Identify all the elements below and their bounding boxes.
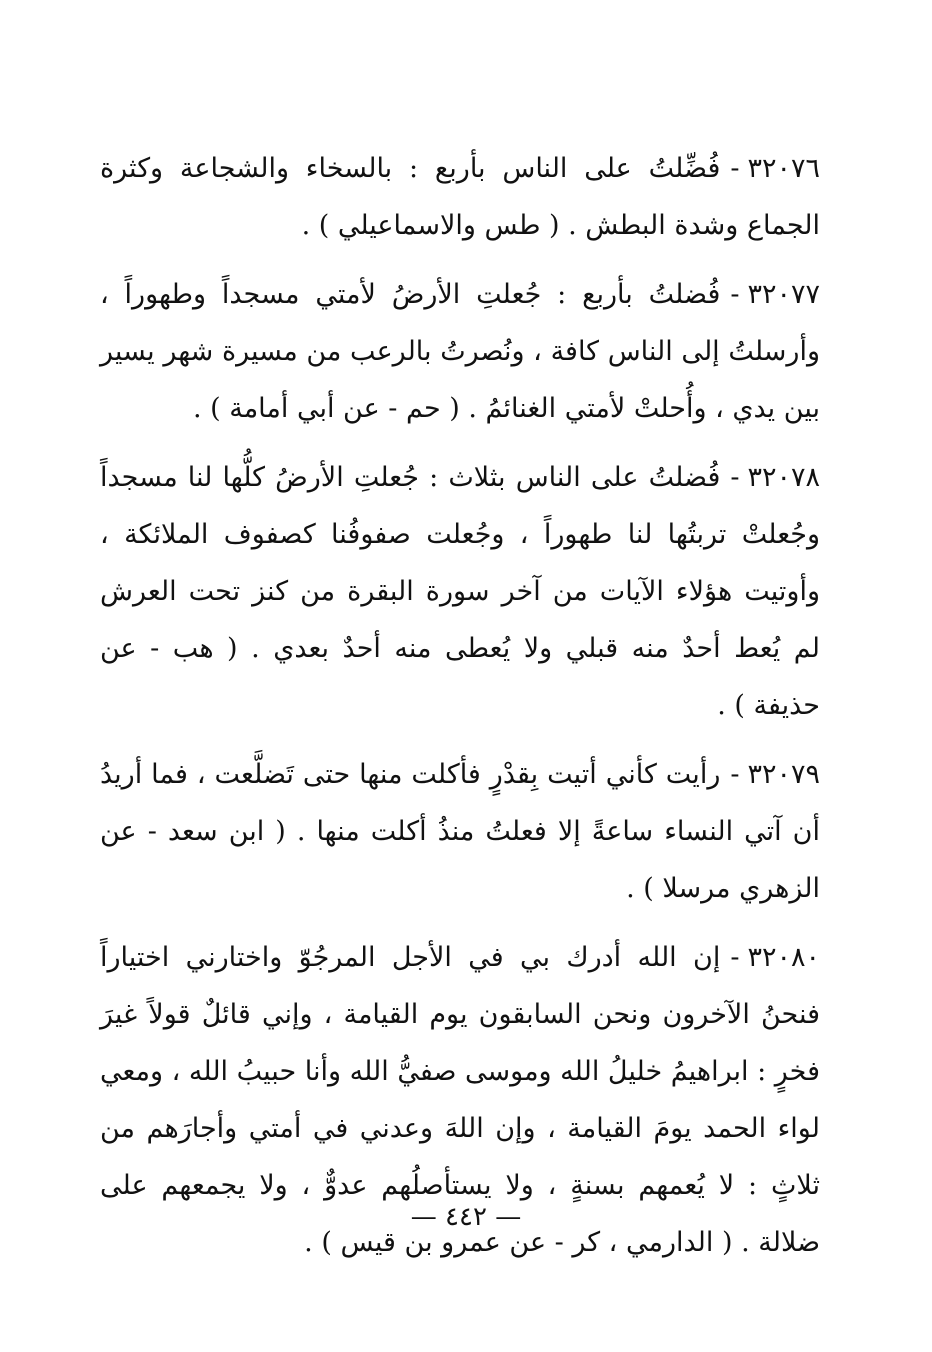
hadith-32079 — [100, 746, 820, 917]
hadith-text: فُضِّلتُ على الناس بأربع : بالسخاء والشجاعة وكثرة الجماع وشدة البطش . ( طس والاسماعيلي ) . — [100, 153, 820, 241]
hadith-text: فُضلتُ على الناس بثلاث : جُعلتِ الأرضُ كلُّها لنا مسجداً وجُعلتْ تربتُها لنا طهوراً ، وجُعلت صفوفُنا كصفوف الملائكة ، وأوتيت هؤلاء الآيات من آخر سورة البقرة من كنز تحت العرش لم يُعط أحدٌ منه قبلي ولا يُعطى منه أحدٌ بعدي . ( هب - عن حذيفة ) . — [100, 462, 820, 721]
hadith-32077 — [100, 266, 820, 437]
hadith-32076 — [100, 140, 820, 254]
hadith-number: ٣٢٠٧٧ — [747, 279, 820, 310]
hadith-dash: - — [730, 279, 740, 310]
hadith-number: ٣٢٠٨٠ — [747, 942, 820, 973]
hadith-number: ٣٢٠٧٩ — [747, 759, 820, 790]
page-number: — ٤٤٢ — — [410, 1202, 522, 1232]
hadith-text: رأيت كأني أتيت بِقدْرٍ فأكلت منها حتى تَضلَّعت ، فما أريدُ أن آتي النساء ساعةً إلا فعلتُ منذُ أكلت منها . ( ابن سعد - عن الزهري مرسلا ) . — [100, 759, 820, 904]
hadith-dash: - — [730, 942, 740, 973]
hadith-dash: - — [730, 462, 740, 493]
hadith-number: ٣٢٠٧٦ — [747, 153, 820, 184]
hadith-dash: - — [730, 153, 740, 184]
hadith-list — [100, 140, 820, 1283]
hadith-dash: - — [730, 759, 740, 790]
hadith-text: فُضلتُ بأربع : جُعلتِ الأرضُ لأمتي مسجداً وطهوراً ، وأرسلتُ إلى الناس كافة ، ونُصرتُ بالرعب من مسيرة شهر يسير بين يدي ، وأُحلتْ لأمتي الغنائمُ . ( حم - عن أبي أمامة ) . — [100, 279, 820, 424]
hadith-text: إن الله أدرك بي في الأجل المرجُوّ واختارني اختياراً فنحنُ الآخرون ونحن السابقون يوم القيامة ، وإني قائلٌ قولاً غيرَ فخرٍ : ابراهيمُ خليلُ الله وموسى صفيُّ الله وأنا حبيبُ الله ، ومعي لواء الحمد يومَ القيامة ، وإن اللهَ وعدني في أمتي وأجارَهم من ثلاثٍ : لا يُعمهم بسنةٍ ، ولا يستأصلُهم عدوٌّ ، ولا يجمعهم على ضلالة . ( الدارمي ، كر - عن عمرو بن قيس ) . — [100, 942, 821, 1258]
hadith-number: ٣٢٠٧٨ — [747, 462, 820, 493]
hadith-32078 — [100, 449, 820, 734]
